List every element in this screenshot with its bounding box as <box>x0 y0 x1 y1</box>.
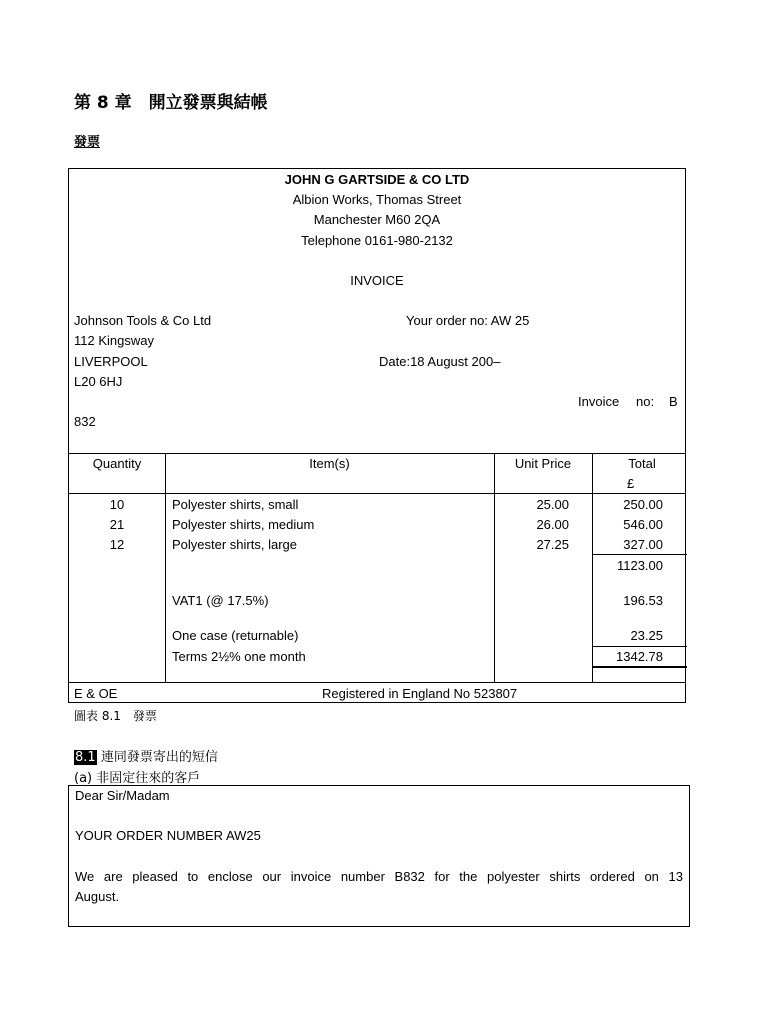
invoice-title: INVOICE <box>350 273 404 288</box>
customer-city: LIVERPOOL <box>74 354 148 369</box>
row-item: Polyester shirts, medium <box>172 517 315 532</box>
grand-total-amount: 1342.78 <box>616 649 663 664</box>
header-quantity: Quantity <box>92 456 142 471</box>
table-header-rule <box>69 493 686 494</box>
grand-total-bottom-rule <box>592 666 687 668</box>
customer-postcode: L20 6HJ <box>74 374 123 389</box>
footer-eoe: E & OE <box>74 686 118 701</box>
chapter-heading <box>74 88 268 113</box>
invoice <box>68 168 686 703</box>
column-divider <box>592 453 593 682</box>
subsection-title: 連同發票寄出的短信 <box>100 750 218 765</box>
column-divider <box>494 453 495 682</box>
invoice-number-cont: 832 <box>74 414 96 429</box>
header-items: Item(s) <box>309 456 350 471</box>
vat-amount: 196.53 <box>623 593 663 608</box>
company-address-line2: Manchester M60 2QA <box>313 212 441 227</box>
row-quantity: 10 <box>109 497 125 512</box>
row-quantity: 12 <box>109 537 125 552</box>
grand-total-top-rule <box>592 646 687 647</box>
subtotal-amount: 1123.00 <box>616 558 663 573</box>
row-item: Polyester shirts, large <box>172 537 297 552</box>
order-number: Your order no: AW 25 <box>406 313 530 328</box>
row-unit-price: 25.00 <box>536 497 569 512</box>
figure-caption: 圖表 8.1 發票 <box>74 709 157 723</box>
invoice-number-label-no: no: <box>636 394 655 409</box>
table-bottom-rule <box>69 682 686 683</box>
chapter-title: 開立發票與結帳 <box>148 93 268 113</box>
chapter-number: 第 8 章 <box>74 93 132 113</box>
row-total: 327.00 <box>623 537 663 552</box>
row-item: Polyester shirts, small <box>172 497 299 512</box>
header-unit-price: Unit Price <box>514 456 572 471</box>
table-top-rule <box>69 453 686 454</box>
customer-street: 112 Kingsway <box>74 333 154 348</box>
invoice-number-label: Invoice <box>578 394 620 409</box>
subtotal-rule <box>592 554 687 555</box>
header-currency: £ <box>627 476 635 491</box>
letter-body-line2: August. <box>75 889 120 904</box>
company-telephone: Telephone 0161-980-2132 <box>301 233 453 248</box>
footer-registration: Registered in England No 523807 <box>322 686 518 701</box>
part-a <box>74 767 200 786</box>
case-label: One case (returnable) <box>172 628 299 643</box>
customer-name: Johnson Tools & Co Ltd <box>74 313 212 328</box>
letter-body-line1: We are pleased to enclose our invoice number B832 for the polyester shirts ordered on 13 <box>75 869 683 884</box>
part-a-label: (a) <box>74 771 93 786</box>
letter-box <box>68 785 690 927</box>
subsection-heading <box>74 746 218 765</box>
part-a-text: 非固定往來的客戶 <box>96 771 201 786</box>
company-name: JOHN G GARTSIDE & CO LTD <box>284 172 470 187</box>
vat-label: VAT1 (@ 17.5%) <box>172 593 269 608</box>
section-title: 發票 <box>74 135 101 150</box>
row-total: 250.00 <box>623 497 663 512</box>
invoice-number-prefix: B <box>669 394 678 409</box>
row-unit-price: 26.00 <box>536 517 569 532</box>
invoice-date: Date:18 August 200– <box>379 354 501 369</box>
letter-salutation: Dear Sir/Madam <box>75 788 170 803</box>
header-total: Total <box>628 456 656 471</box>
company-address-line1: Albion Works, Thomas Street <box>292 192 462 207</box>
row-quantity: 21 <box>109 517 125 532</box>
column-divider <box>165 453 166 682</box>
terms-label: Terms 2½% one month <box>172 649 306 664</box>
row-unit-price: 27.25 <box>536 537 569 552</box>
row-total: 546.00 <box>623 517 663 532</box>
letter-subject: YOUR ORDER NUMBER AW25 <box>75 828 261 843</box>
subsection-number: 8.1 <box>75 750 96 765</box>
case-amount: 23.25 <box>630 628 663 643</box>
